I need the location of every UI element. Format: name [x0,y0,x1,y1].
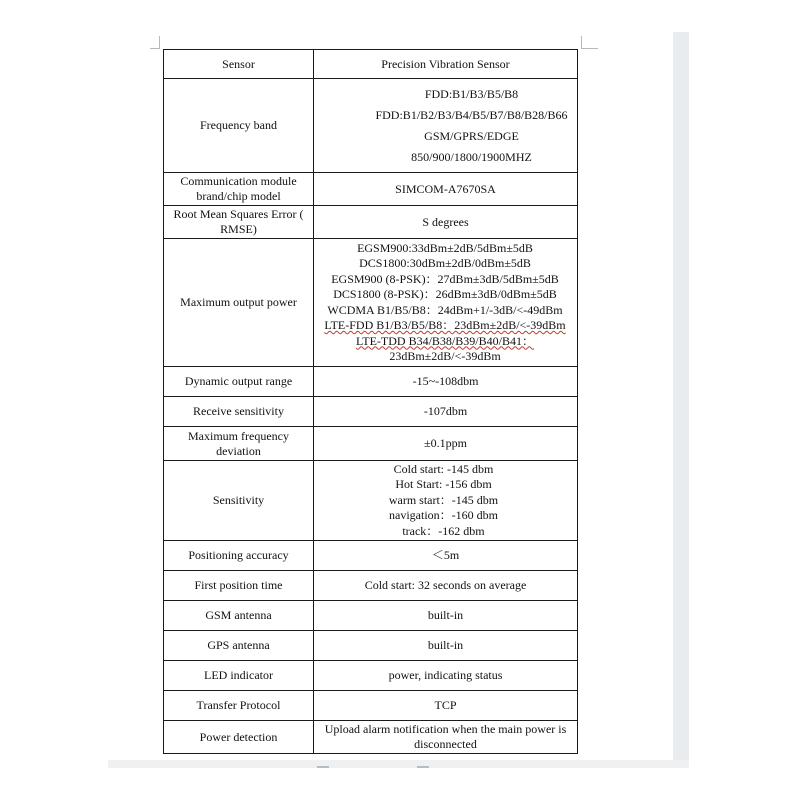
row-label-sensor: Sensor [164,50,314,79]
row-value-gps-antenna: built-in [314,631,578,661]
row-label-transfer-protocol: Transfer Protocol [164,691,314,721]
power-line: DCS1800:30dBm±2dB/0dBm±5dB [359,256,531,270]
table-row [164,239,578,367]
table-row [164,461,578,541]
power-line: 23dBm±2dB/<-39dBm [389,349,501,363]
row-value-frequency-band [314,79,578,173]
table-row [164,206,578,239]
row-value-comm-module: SIMCOM-A7670SA [314,173,578,206]
table-row [164,427,578,461]
crop-mark-top-right [581,36,598,49]
row-label-max-output-power: Maximum output power [164,239,314,367]
row-label-dynamic-output-range: Dynamic output range [164,367,314,397]
power-line: EGSM900 (8-PSK)：27dBm±3dB/5dBm±5dB [331,271,559,286]
sensitivity-line: Cold start: -145 dbm [393,462,494,476]
vertical-scrollbar[interactable] [673,32,689,760]
table-row [164,631,578,661]
row-label-gps-antenna: GPS antenna [164,631,314,661]
table-row [164,721,578,754]
frequency-band-line: FDD:B1/B3/B5/B8 [424,86,519,101]
table-row [164,79,578,173]
row-value-max-freq-deviation: ±0.1ppm [314,427,578,461]
frequency-band-line: FDD:B1/B2/B3/B4/B5/B7/B8/B28/B66 [375,107,568,122]
ruler-mark [417,766,429,768]
row-value-rmse: S degrees [314,206,578,239]
row-value-positioning-accuracy: ＜5m [314,541,578,571]
sensitivity-line: navigation：-160 dbm [389,508,498,523]
row-value-max-output-power [314,239,578,367]
power-line: LTE-TDD B34/B38/B39/B40/B41： [356,333,534,348]
row-label-positioning-accuracy: Positioning accuracy [164,541,314,571]
table-row [164,691,578,721]
power-line: DCS1800 (8-PSK)：26dBm±3dB/0dBm±5dB [333,287,557,301]
row-label-comm-module: Communication module brand/chip model [164,173,314,206]
table-row [164,367,578,397]
row-value-sensor: Precision Vibration Sensor [314,50,578,79]
row-value-dynamic-output-range: -15~-108dbm [314,367,578,397]
horizontal-scrollbar[interactable] [108,760,689,768]
row-value-power-detection: Upload alarm notification when the main power is disconnected [314,721,578,754]
table-row [164,50,578,79]
row-value-sensitivity [314,461,578,541]
row-label-gsm-antenna: GSM antenna [164,601,314,631]
row-label-receive-sensitivity: Receive sensitivity [164,397,314,427]
row-value-receive-sensitivity: -107dbm [314,397,578,427]
frequency-band-line: 850/900/1800/1900MHZ [411,149,532,164]
row-label-led-indicator: LED indicator [164,661,314,691]
power-line: LTE-FDD B1/B3/B5/B8：23dBm±2dB/<-39dBm [324,318,566,332]
crop-mark-top-left [150,36,160,49]
row-value-transfer-protocol: TCP [314,691,578,721]
table-row [164,541,578,571]
row-label-first-position-time: First position time [164,571,314,601]
row-value-first-position-time: Cold start: 32 seconds on average [314,571,578,601]
row-label-sensitivity: Sensitivity [164,461,314,541]
sensitivity-line: warm start：-145 dbm [388,492,499,507]
sensitivity-line: track：-162 dbm [402,523,485,538]
table-row [164,601,578,631]
table-row [164,571,578,601]
table-row [164,661,578,691]
power-line: EGSM900:33dBm±2dB/5dBm±5dB [357,240,533,255]
table-row [164,173,578,206]
row-value-gsm-antenna: built-in [314,601,578,631]
row-label-max-freq-deviation: Maximum frequency deviation [164,427,314,461]
row-label-power-detection: Power detection [164,721,314,754]
row-label-rmse: Root Mean Squares Error ( RMSE) [164,206,314,239]
sensitivity-line: Hot Start: -156 dbm [395,477,492,492]
spec-table [163,49,578,754]
row-value-led-indicator: power, indicating status [314,661,578,691]
power-line: WCDMA B1/B5/B8：24dBm+1/-3dB/<-49dBm [327,302,563,317]
ruler-mark [317,766,329,768]
frequency-band-line: GSM/GPRS/EDGE [424,128,519,143]
row-label-frequency-band: Frequency band [164,79,314,173]
table-row [164,397,578,427]
